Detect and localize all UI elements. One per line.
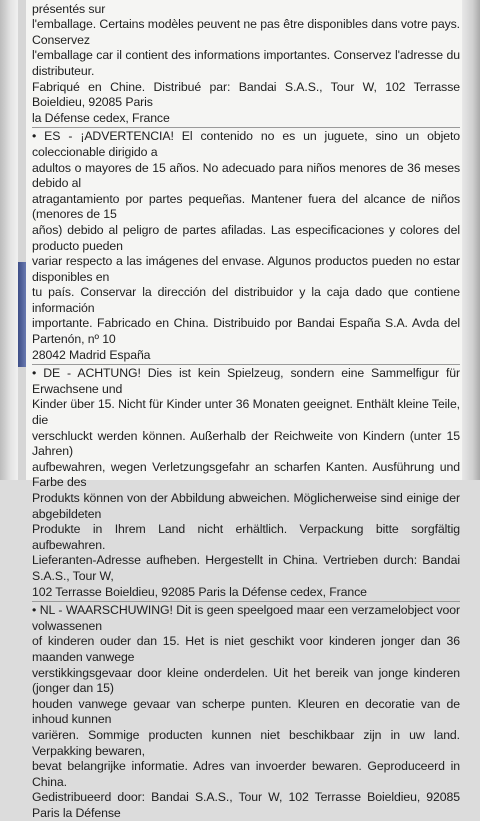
section-divider: [32, 364, 460, 365]
text-line: años) debido al peligro de partes afiladas. Las especificaciones y colores del producto pueden: [32, 222, 460, 253]
text-line: atragantamiento por partes pequeñas. Mantener fuera del alcance de niños (menores de 15: [32, 191, 460, 222]
text-line: tu país. Conservar la dirección del distribuidor y la caja dado que contiene información: [32, 285, 460, 315]
text-line: 102 Terrasse Boieldieu, 92085 Paris la Défense cedex, France: [32, 584, 367, 599]
text-line: verschluckt werden können. Außerhalb der Reichweite von Kindern (unter 15 Jahren): [32, 428, 460, 459]
text-line: aufbewahren, wegen Verletzungsgefahr an scharfen Kanten. Ausführung und Farbe des: [32, 459, 460, 490]
text-line: la Défense cedex, France: [32, 110, 170, 125]
text-line: bevat belangrijke informatie. Adres van invoerder bewaren. Geproduceerd in China.: [32, 759, 460, 789]
section-nl: [32, 603, 460, 821]
text-line: Lieferanten-Adresse aufheben. Hergestellt in China. Vertrieben durch: Bandai S.A.S., Tour W,: [32, 553, 460, 583]
text-line: • DE - ACHTUNG! Dies ist kein Spielzeug, sondern eine Sammelfigur für Erwachsene und: [32, 366, 460, 396]
text-line: Fabriqué en Chine. Distribué par: Bandai S.A.S., Tour W, 102 Terrasse Boieldieu, 92085 Paris: [32, 79, 460, 110]
section-de: [32, 366, 460, 600]
text-line: variëren. Sommige producten kunnen niet beschikbaar zijn in uw land. Verpakking bewaren,: [32, 727, 460, 758]
text-line: adultos o mayores de 15 años. No adecuado para niños menores de 36 meses debido al: [32, 160, 460, 191]
text-line: présentés sur: [32, 1, 106, 16]
text-line: houden vanwege gevaar van scherpe punten. Kleuren en decoratie van de inhoud kunnen: [32, 696, 460, 727]
text-line: l'emballage car il contient des informations importantes. Conservez l'adresse du distributeur.: [32, 48, 460, 78]
section-es: [32, 129, 460, 363]
section-divider: [32, 601, 460, 602]
package-right-edge: [462, 0, 480, 480]
text-line: l'emballage. Certains modèles peuvent ne pas être disponibles dans votre pays. Conservez: [32, 17, 460, 47]
package-left-edge: [0, 0, 18, 480]
text-line: verstikkingsgevaar door kleine onderdelen. Uit het bereik van jonge kinderen (jonger dan 15): [32, 665, 460, 696]
text-line: Produkts können von der Abbildung abweichen. Möglicherweise sind einige der abgebildeten: [32, 491, 460, 521]
text-line: of kinderen ouder dan 15. Het is niet geschikt voor kinderen jonger dan 36 maanden vanwege: [32, 634, 460, 664]
warning-text-block: [32, 0, 460, 821]
section-divider: [32, 127, 460, 128]
text-line: Produkte in Ihrem Land nicht erhältlich. Verpackung bitte sorgfältig aufbewahren.: [32, 522, 460, 552]
package-blue-strip: [18, 262, 26, 367]
text-line: 28042 Madrid España: [32, 347, 151, 362]
warning-label: [26, 0, 462, 820]
text-line: Kinder über 15. Nicht für Kinder unter 36 Monaten geeignet. Enthält kleine Teile, die: [32, 397, 460, 428]
text-line: variar respecto a las imágenes del envase. Algunos productos pueden no estar disponibles en: [32, 254, 460, 284]
text-line: • ES - ¡ADVERTENCIA! El contenido no es un juguete, sino un objeto coleccionable dirigido a: [32, 129, 460, 159]
section-fr: [32, 0, 460, 126]
text-line: • NL - WAARSCHUWING! Dit is geen speelgoed maar een verzamelobject voor volwassenen: [32, 603, 460, 633]
text-line: Gedistribueerd door: Bandai S.A.S., Tour W, 102 Terrasse Boieldieu, 92085 Paris la Défense: [32, 790, 460, 820]
text-line: importante. Fabricado en China. Distribuido por Bandai España S.A. Avda del Partenón, nº 10: [32, 316, 460, 347]
